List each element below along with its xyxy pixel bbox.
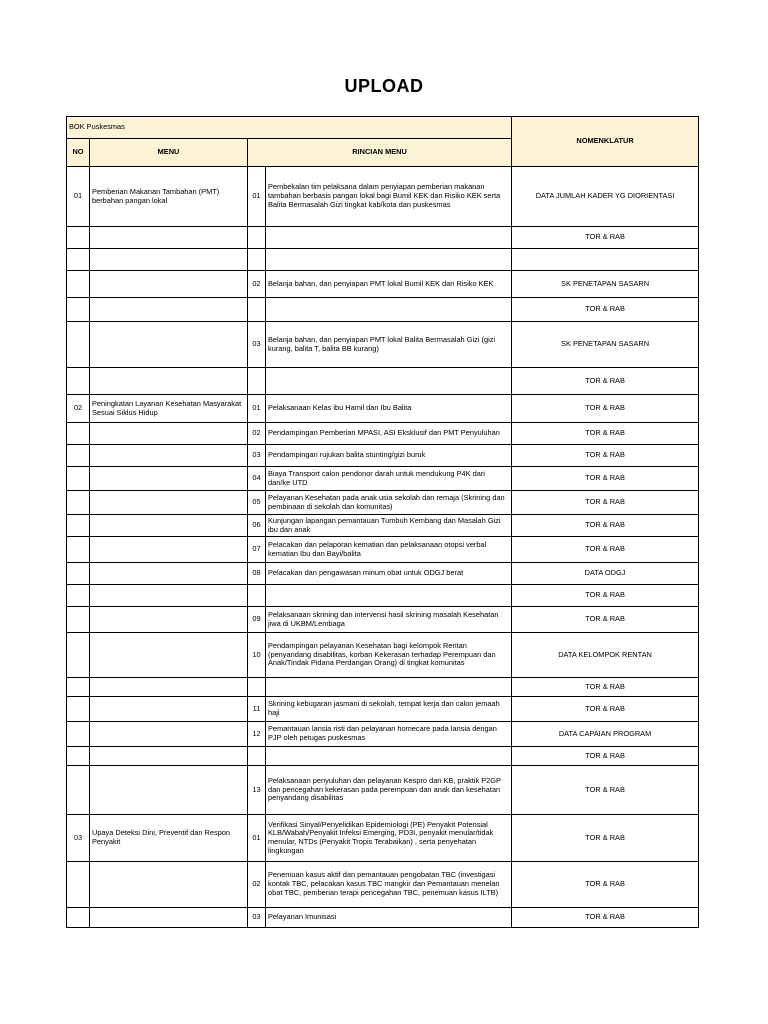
row-rincian: Pelacakan dan pelaporan kematian dan pelaksanaan otopsi verbal kematian Ibu dan Bayi/balita [266,537,512,563]
row-sub-no: 02 [248,862,266,908]
table-row [67,167,699,227]
row-no [67,908,90,928]
group-label: BOK Puskesmas [67,117,512,139]
row-nomenklatur: TOR & RAB [512,908,699,928]
table-row [67,515,699,537]
row-sub-no [248,368,266,395]
row-rincian [266,227,512,249]
row-nomenklatur: TOR & RAB [512,395,699,423]
row-sub-no: 13 [248,766,266,815]
row-no [67,607,90,633]
row-nomenklatur: TOR & RAB [512,423,699,445]
row-sub-no: 05 [248,491,266,515]
row-nomenklatur: TOR & RAB [512,515,699,537]
table-row [67,747,699,766]
row-sub-no: 02 [248,271,266,298]
table-row [67,395,699,423]
row-nomenklatur: TOR & RAB [512,585,699,607]
row-no [67,678,90,697]
table-row [67,368,699,395]
row-menu [90,467,248,491]
row-sub-no: 12 [248,722,266,747]
table-row [67,815,699,862]
col-rincian-header: RINCIAN MENU [248,139,512,167]
row-menu [90,249,248,271]
row-nomenklatur: TOR & RAB [512,298,699,322]
row-menu [90,423,248,445]
row-menu [90,515,248,537]
row-sub-no: 01 [248,815,266,862]
row-menu [90,563,248,585]
row-rincian: Belanja bahan, dan penyiapan PMT lokal Bumil KEK dan Risiko KEK [266,271,512,298]
row-rincian: Pelaksanaan Kelas ibu Hamil dan Ibu Balita [266,395,512,423]
row-menu [90,747,248,766]
col-no-header: NO [67,139,90,167]
row-menu [90,298,248,322]
nomenklatur-header: NOMENKLATUR [512,117,699,167]
page-title: UPLOAD [344,76,424,96]
row-nomenklatur: TOR & RAB [512,368,699,395]
row-sub-no: 02 [248,423,266,445]
row-menu [90,678,248,697]
row-sub-no: 01 [248,395,266,423]
row-sub-no: 03 [248,908,266,928]
row-nomenklatur: TOR & RAB [512,607,699,633]
row-menu [90,722,248,747]
row-no [67,423,90,445]
row-nomenklatur [512,249,699,271]
row-no [67,515,90,537]
row-rincian: Pelacakan dan pengawasan minum obat untuk ODGJ berat [266,563,512,585]
table-row [67,722,699,747]
row-no [67,298,90,322]
row-menu [90,271,248,298]
table-row [67,862,699,908]
row-no [67,537,90,563]
row-rincian: Pendampingan rujukan balita stunting/gizi buruk [266,445,512,467]
row-rincian [266,747,512,766]
row-nomenklatur: TOR & RAB [512,815,699,862]
bok-table [66,116,699,928]
row-sub-no: 04 [248,467,266,491]
row-rincian: Pembekalan tim pelaksana dalam penyiapan pemberian makanan tambahan berbasis pangan lokal bagi Bumil KEK dan Risiko KEK serta Balita Bermasalah Gizi tingkat kab/kota dan puskesmas [266,167,512,227]
row-nomenklatur: TOR & RAB [512,862,699,908]
row-nomenklatur: TOR & RAB [512,467,699,491]
row-menu [90,607,248,633]
row-no [67,322,90,368]
row-rincian [266,585,512,607]
row-sub-no: 11 [248,697,266,722]
row-sub-no [248,249,266,271]
row-rincian [266,298,512,322]
row-no [67,227,90,249]
row-menu: Peningkatan Layanan Kesehatan Masyarakat Sesuai Siklus Hidup [90,395,248,423]
row-nomenklatur: DATA JUMLAH KADER YG DIORIENTASI [512,167,699,227]
row-no [67,862,90,908]
row-menu: Upaya Deteksi Dini, Preventif dan Respon Penyakit [90,815,248,862]
row-no [67,445,90,467]
row-nomenklatur: TOR & RAB [512,445,699,467]
row-sub-no: 06 [248,515,266,537]
row-menu [90,633,248,678]
row-no [67,766,90,815]
row-no [67,722,90,747]
row-sub-no [248,747,266,766]
row-menu [90,585,248,607]
table-row [67,249,699,271]
table-row [67,423,699,445]
row-rincian: Verifikasi Sinyal/Penyelidikan Epidemiologi (PE) Penyakit Potensial KLB/Wabah/Penyakit Infeksi Emerging, PD3I, penyakit menular/tidak menular, NTDs (Penyakit Tropis Terabaikan) , serta penyehatan lingkungan [266,815,512,862]
row-rincian [266,368,512,395]
row-sub-no: 01 [248,167,266,227]
table-row [67,445,699,467]
row-nomenklatur: TOR & RAB [512,491,699,515]
row-rincian: Kunjungan lapangan pemantauan Tumbuh Kembang dan Masalah Gizi ibu dan anak [266,515,512,537]
row-menu [90,862,248,908]
row-sub-no: 03 [248,445,266,467]
row-rincian: Pendampingan pelayanan Kesehatan bagi kelompok Rentan (penyandang disabilitas, korban Kekerasan terhadap Perempuan dan Anak/Tindak Pidana Perdangan Orang) di tingkat komunitas [266,633,512,678]
row-no: 01 [67,167,90,227]
table-row [67,322,699,368]
row-menu [90,368,248,395]
row-rincian: Pelaksanaan penyuluhan dan pelayanan Kespro dan KB, praktik P2GP dan pencegahan kekerasan pada perempuan dan anak dan kesehatan penyandang disabilitas [266,766,512,815]
row-nomenklatur: DATA KELOMPOK RENTAN [512,633,699,678]
row-rincian: Belanja bahan, dan penyiapan PMT lokal Balita Bermasalah Gizi (gizi kurang, balita T, balita BB kurang) [266,322,512,368]
table-row [67,607,699,633]
row-menu [90,322,248,368]
row-sub-no [248,227,266,249]
row-nomenklatur: TOR & RAB [512,747,699,766]
table-row [67,697,699,722]
table-row [67,537,699,563]
row-menu [90,491,248,515]
row-menu [90,908,248,928]
row-no [67,697,90,722]
row-sub-no: 08 [248,563,266,585]
row-nomenklatur: DATA ODGJ [512,563,699,585]
row-rincian: Pendampingan Pemberian MPASI, ASI Eksklusif dan PMT Penyuluhan [266,423,512,445]
table-row [67,271,699,298]
table-row [67,298,699,322]
row-nomenklatur: TOR & RAB [512,678,699,697]
row-sub-no: 03 [248,322,266,368]
row-sub-no: 10 [248,633,266,678]
table-row [67,227,699,249]
table-row [67,908,699,928]
row-sub-no [248,585,266,607]
row-no [67,467,90,491]
row-no [67,491,90,515]
row-sub-no: 07 [248,537,266,563]
row-nomenklatur: SK PENETAPAN SASARN [512,271,699,298]
table-row [67,633,699,678]
row-no [67,633,90,678]
row-no [67,563,90,585]
row-rincian: Pemantauan lansia risti dan pelayanan homecare pada lansia dengan PJP oleh petugas puskesmas [266,722,512,747]
row-no: 03 [67,815,90,862]
row-rincian: Pelayanan Kesehatan pada anak usia sekolah dan remaja (Skrining dan pembinaan di sekolah dan komunitas) [266,491,512,515]
row-no [67,747,90,766]
row-no [67,271,90,298]
row-rincian: Skrining kebugaran jasmani di sekolah, tempat kerja dan calon jemaah haji [266,697,512,722]
table-row [67,766,699,815]
row-nomenklatur: SK PENETAPAN SASARN [512,322,699,368]
row-rincian: Biaya Transport calon pendonor darah untuk mendukung P4K dari dan/ke UTD [266,467,512,491]
row-nomenklatur: TOR & RAB [512,697,699,722]
row-rincian: Penemuan kasus aktif dan pemantauan pengobatan TBC (investigasi kontak TBC, pelacakan kasus TBC mangkir dan Pemantauan menelan obat TBC, pemberian terapi pencegahan TBC, penemuan kasus ILTB) [266,862,512,908]
row-sub-no [248,298,266,322]
col-menu-header: MENU [90,139,248,167]
row-nomenklatur: TOR & RAB [512,227,699,249]
row-nomenklatur: TOR & RAB [512,766,699,815]
row-rincian: Pelaksanaan skrining dan intervensi hasil skrining masalah Kesehatan jiwa di UKBM/Lembaga [266,607,512,633]
table-row [67,585,699,607]
row-menu [90,227,248,249]
row-nomenklatur: TOR & RAB [512,537,699,563]
row-rincian [266,249,512,271]
table-row [67,467,699,491]
row-menu [90,537,248,563]
row-no [67,368,90,395]
row-no: 02 [67,395,90,423]
row-sub-no [248,678,266,697]
row-menu [90,445,248,467]
row-no [67,585,90,607]
row-menu [90,766,248,815]
row-menu [90,697,248,722]
row-sub-no: 09 [248,607,266,633]
row-nomenklatur: DATA CAPAIAN PROGRAM [512,722,699,747]
row-rincian [266,678,512,697]
row-no [67,249,90,271]
table-row [67,563,699,585]
row-rincian: Pelayanan Imunisasi [266,908,512,928]
row-menu: Pemberian Makanan Tambahan (PMT) berbahan pangan lokal [90,167,248,227]
table-row [67,678,699,697]
table-row [67,491,699,515]
